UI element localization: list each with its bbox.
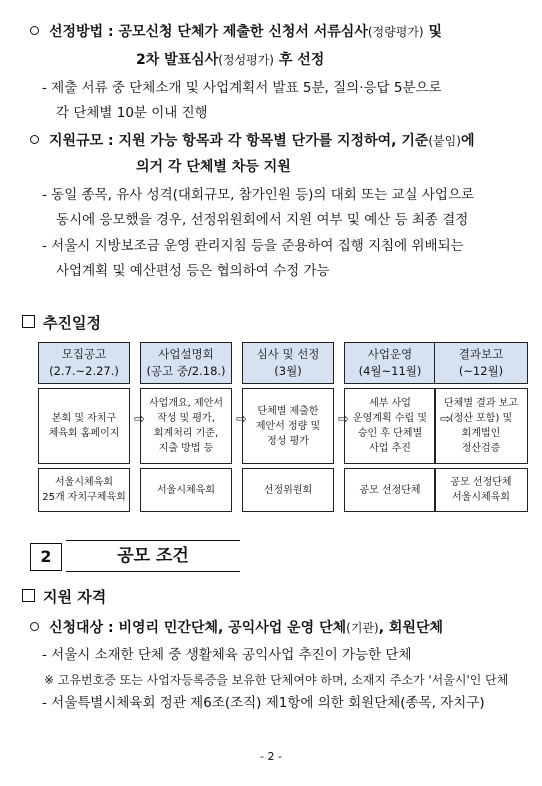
scale-bullet-2a: - 서울시 지방보조금 운영 관리지침 등을 준용하여 집행 지침에 위배되는 (42, 238, 464, 254)
scale-line2: 의거 각 단체별 차등 지원 (136, 159, 291, 175)
step-owner: 서울시체육회 25개 자치구체육회 (38, 468, 130, 512)
scale-label: 지원규모 (49, 133, 104, 149)
selection-line2: 2차 발표심사(정성평가) 후 선정 (136, 52, 325, 68)
schedule-step-4 (344, 342, 436, 512)
step-description: 단체별 결과 보고 (정산 포함) 및 회계법인 정산검증 (434, 388, 528, 464)
square-bullet-icon (22, 315, 35, 328)
step-header: 사업운영 (4월~11월) (344, 342, 436, 384)
step-description: 세부 사업 운영계획 수립 및 승인 후 단체별 사업 추진 (344, 388, 436, 464)
eligibility-bullet-1: - 서울시 소재한 단체 중 생활체육 공익사업 추진이 가능한 단체 (42, 647, 412, 663)
step-owner: 공모 선정단체 (344, 468, 436, 512)
step-description: 사업개요, 제안서 작성 및 평가, 회계처리 기준, 지출 방법 등 (140, 388, 232, 464)
circle-bullet-icon (30, 135, 39, 144)
arrow-right-icon: ⇨ (134, 412, 145, 427)
square-bullet-icon (22, 589, 35, 602)
schedule-step-1 (38, 342, 130, 512)
eligibility-bullet-2: - 서울특별시체육회 정관 제6조(조직) 제1항에 의한 회원단체(종목, 자치구) (42, 695, 485, 711)
scale-line1: 지원규모 : 지원 가능 항목과 각 항목별 단가를 지정하여, 기준(붙임)에 (30, 131, 474, 151)
step-description: 본회 및 자치구 체육회 홈페이지 (38, 388, 130, 464)
scale-bullet-2b: 사업계획 및 예산편성 등은 협의하여 수정 가능 (56, 263, 330, 279)
eligibility-target: 신청대상 : 비영리 민간단체, 공익사업 운영 단체(기관), 회원단체 (30, 618, 443, 638)
step-header: 결과보고 (~12월) (434, 342, 528, 384)
arrow-right-icon: ⇨ (440, 412, 451, 427)
step-header: 심사 및 선정 (3월) (242, 342, 334, 384)
scale-bullet-1a: - 동일 종목, 유사 성격(대회규모, 참가인원 등)의 대회 또는 교실 사업으로 (42, 187, 475, 203)
schedule-step-3 (242, 342, 334, 512)
step-header: 사업설명회 (공고 중/2.18.) (140, 342, 232, 384)
section-number: 2 (30, 543, 62, 571)
arrow-right-icon: ⇨ (236, 412, 247, 427)
step-header: 모집공고 (2.7.~2.27.) (38, 342, 130, 384)
step-owner: 공모 선정단체 서울시체육회 (434, 468, 528, 512)
eligibility-note: ※ 고유번호증 또는 사업자등록증을 보유한 단체여야 하며, 소재지 주소가 '서울시'인 단체 (44, 673, 509, 687)
step-description: 단체별 제출한 제안서 정량 및 정성 평가 (242, 388, 334, 464)
selection-note-2: 각 단체별 10분 이내 진행 (56, 105, 208, 121)
schedule-step-2-box (140, 342, 232, 512)
selection-line1: 선정방법 : 공모신청 단체가 제출한 신청서 서류심사(정량평가) 및 (30, 22, 442, 42)
schedule-step-5 (434, 342, 528, 512)
circle-bullet-icon (30, 622, 39, 631)
selection-label: 선정방법 (49, 24, 104, 40)
eligibility-heading: 지원 자격 (22, 587, 106, 607)
step-owner: 선정위원회 (242, 468, 334, 512)
circle-bullet-icon (30, 26, 39, 35)
selection-note-1: - 제출 서류 중 단체소개 및 사업계획서 발표 5분, 질의·응답 5분으로 (42, 80, 442, 96)
schedule-heading: 추진일정 (22, 313, 101, 333)
arrow-right-icon: ⇨ (338, 412, 349, 427)
step-owner: 서울시체육회 (140, 468, 232, 512)
page-number: - 2 - (260, 750, 282, 763)
scale-bullet-1b: 동시에 응모했을 경우, 선정위원회에서 지원 여부 및 예산 등 최종 결정 (56, 212, 469, 228)
section-title: 공모 조건 (66, 540, 240, 572)
